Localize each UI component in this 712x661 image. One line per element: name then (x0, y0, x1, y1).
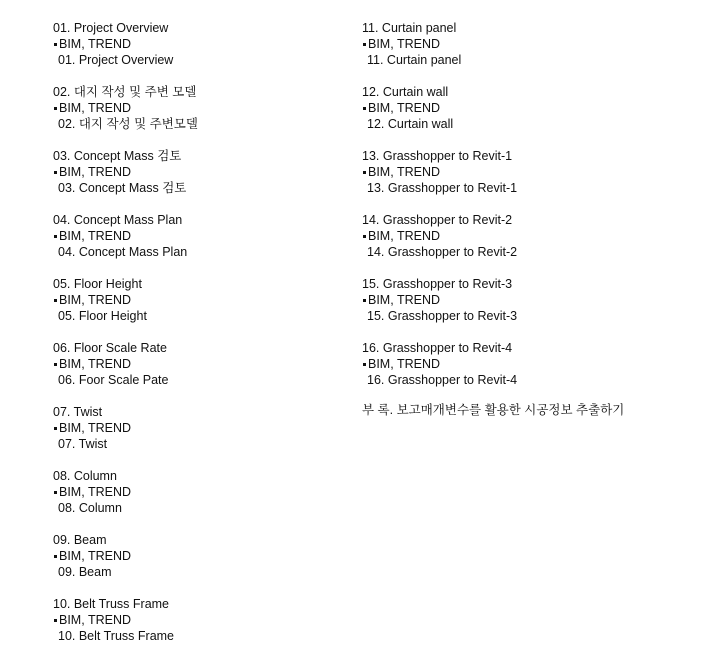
entry-tag (362, 228, 702, 244)
toc-entry (53, 340, 343, 404)
entry-title: 14. Grasshopper to Revit-2 (362, 213, 513, 227)
entry-title: 15. Grasshopper to Revit-3 (362, 277, 513, 291)
entry-subtitle: 01. Project Overview (58, 53, 174, 67)
square-bullet-icon (363, 235, 366, 238)
entry-tag (53, 548, 343, 564)
entry-tag (362, 36, 702, 52)
entry-subtitle: 05. Floor Height (58, 309, 147, 323)
entry-tag-label: BIM, TREND (368, 293, 440, 307)
entry-title: 13. Grasshopper to Revit-1 (362, 149, 513, 163)
entry-tag-label: BIM, TREND (59, 485, 131, 499)
entry-subtitle: 09. Beam (58, 565, 112, 579)
square-bullet-icon (363, 171, 366, 174)
square-bullet-icon (54, 491, 57, 494)
entry-title: 11. Curtain panel (362, 21, 457, 35)
entry-tag-label: BIM, TREND (59, 421, 131, 435)
toc-entry (53, 212, 343, 276)
entry-tag (53, 292, 343, 308)
toc-entry (362, 212, 702, 276)
toc-right-column (362, 20, 702, 418)
toc-entry (53, 20, 343, 84)
toc-entry (362, 84, 702, 148)
toc-left-column (53, 20, 343, 660)
entry-tag-label: BIM, TREND (59, 37, 131, 51)
toc-entry (53, 276, 343, 340)
entry-subtitle: 04. Concept Mass Plan (58, 245, 188, 259)
toc-entry (53, 84, 343, 148)
square-bullet-icon (363, 299, 366, 302)
entry-title: 12. Curtain wall (362, 85, 449, 99)
entry-tag-label: BIM, TREND (59, 357, 131, 371)
entry-subtitle: 07. Twist (58, 437, 108, 451)
entry-tag-label: BIM, TREND (368, 229, 440, 243)
entry-tag-label: BIM, TREND (59, 613, 131, 627)
entry-title: 05. Floor Height (53, 277, 142, 291)
toc-entry (362, 276, 702, 340)
entry-tag (53, 164, 343, 180)
toc-entry (362, 20, 702, 84)
entry-subtitle: 13. Grasshopper to Revit-1 (367, 181, 518, 195)
entry-tag-label: BIM, TREND (59, 229, 131, 243)
toc-entry (53, 468, 343, 532)
entry-tag (53, 100, 343, 116)
entry-tag-label: BIM, TREND (368, 357, 440, 371)
entry-title: 07. Twist (53, 405, 103, 419)
entry-tag (53, 420, 343, 436)
entry-title: 01. Project Overview (53, 21, 169, 35)
toc-entry (53, 148, 343, 212)
entry-subtitle: 03. Concept Mass 검토 (58, 181, 187, 195)
entry-tag (53, 36, 343, 52)
entry-subtitle: 06. Foor Scale Pate (58, 373, 169, 387)
entry-tag-label: BIM, TREND (368, 165, 440, 179)
entry-title: 09. Beam (53, 533, 107, 547)
entry-title: 10. Belt Truss Frame (53, 597, 170, 611)
entry-title: 02. 대지 작성 및 주변 모델 (53, 85, 197, 99)
entry-title: 06. Floor Scale Rate (53, 341, 167, 355)
entry-tag (53, 484, 343, 500)
entry-tag (362, 164, 702, 180)
entry-subtitle: 15. Grasshopper to Revit-3 (367, 309, 518, 323)
entry-title: 08. Column (53, 469, 117, 483)
square-bullet-icon (54, 43, 57, 46)
entry-tag (362, 356, 702, 372)
entry-title: 04. Concept Mass Plan (53, 213, 183, 227)
square-bullet-icon (363, 363, 366, 366)
square-bullet-icon (54, 235, 57, 238)
entry-tag-label: BIM, TREND (368, 101, 440, 115)
toc-entry (53, 596, 343, 660)
entry-tag-label: BIM, TREND (59, 165, 131, 179)
entry-tag-label: BIM, TREND (368, 37, 440, 51)
toc-entry (53, 404, 343, 468)
square-bullet-icon (54, 363, 57, 366)
toc-entry (362, 148, 702, 212)
toc-entry (53, 532, 343, 596)
entry-tag-label: BIM, TREND (59, 293, 131, 307)
entry-tag (53, 612, 343, 628)
entry-subtitle: 14. Grasshopper to Revit-2 (367, 245, 518, 259)
entry-title: 03. Concept Mass 검토 (53, 149, 182, 163)
entry-subtitle: 11. Curtain panel (367, 53, 462, 67)
entry-tag (53, 356, 343, 372)
entry-tag-label: BIM, TREND (59, 101, 131, 115)
entry-tag (362, 292, 702, 308)
square-bullet-icon (363, 43, 366, 46)
square-bullet-icon (54, 299, 57, 302)
square-bullet-icon (54, 619, 57, 622)
appendix-title: 부 록. 보고매개변수를 활용한 시공정보 추출하기 (362, 403, 625, 417)
toc-entry (362, 340, 702, 404)
square-bullet-icon (54, 107, 57, 110)
entry-tag-label: BIM, TREND (59, 549, 131, 563)
entry-subtitle: 12. Curtain wall (367, 117, 454, 131)
entry-subtitle: 16. Grasshopper to Revit-4 (367, 373, 518, 387)
entry-subtitle: 08. Column (58, 501, 122, 515)
square-bullet-icon (54, 171, 57, 174)
entry-title: 16. Grasshopper to Revit-4 (362, 341, 513, 355)
entry-subtitle: 02. 대지 작성 및 주변모델 (58, 117, 198, 131)
entry-tag (362, 100, 702, 116)
entry-subtitle: 10. Belt Truss Frame (58, 629, 175, 643)
square-bullet-icon (54, 555, 57, 558)
square-bullet-icon (363, 107, 366, 110)
square-bullet-icon (54, 427, 57, 430)
entry-tag (53, 228, 343, 244)
